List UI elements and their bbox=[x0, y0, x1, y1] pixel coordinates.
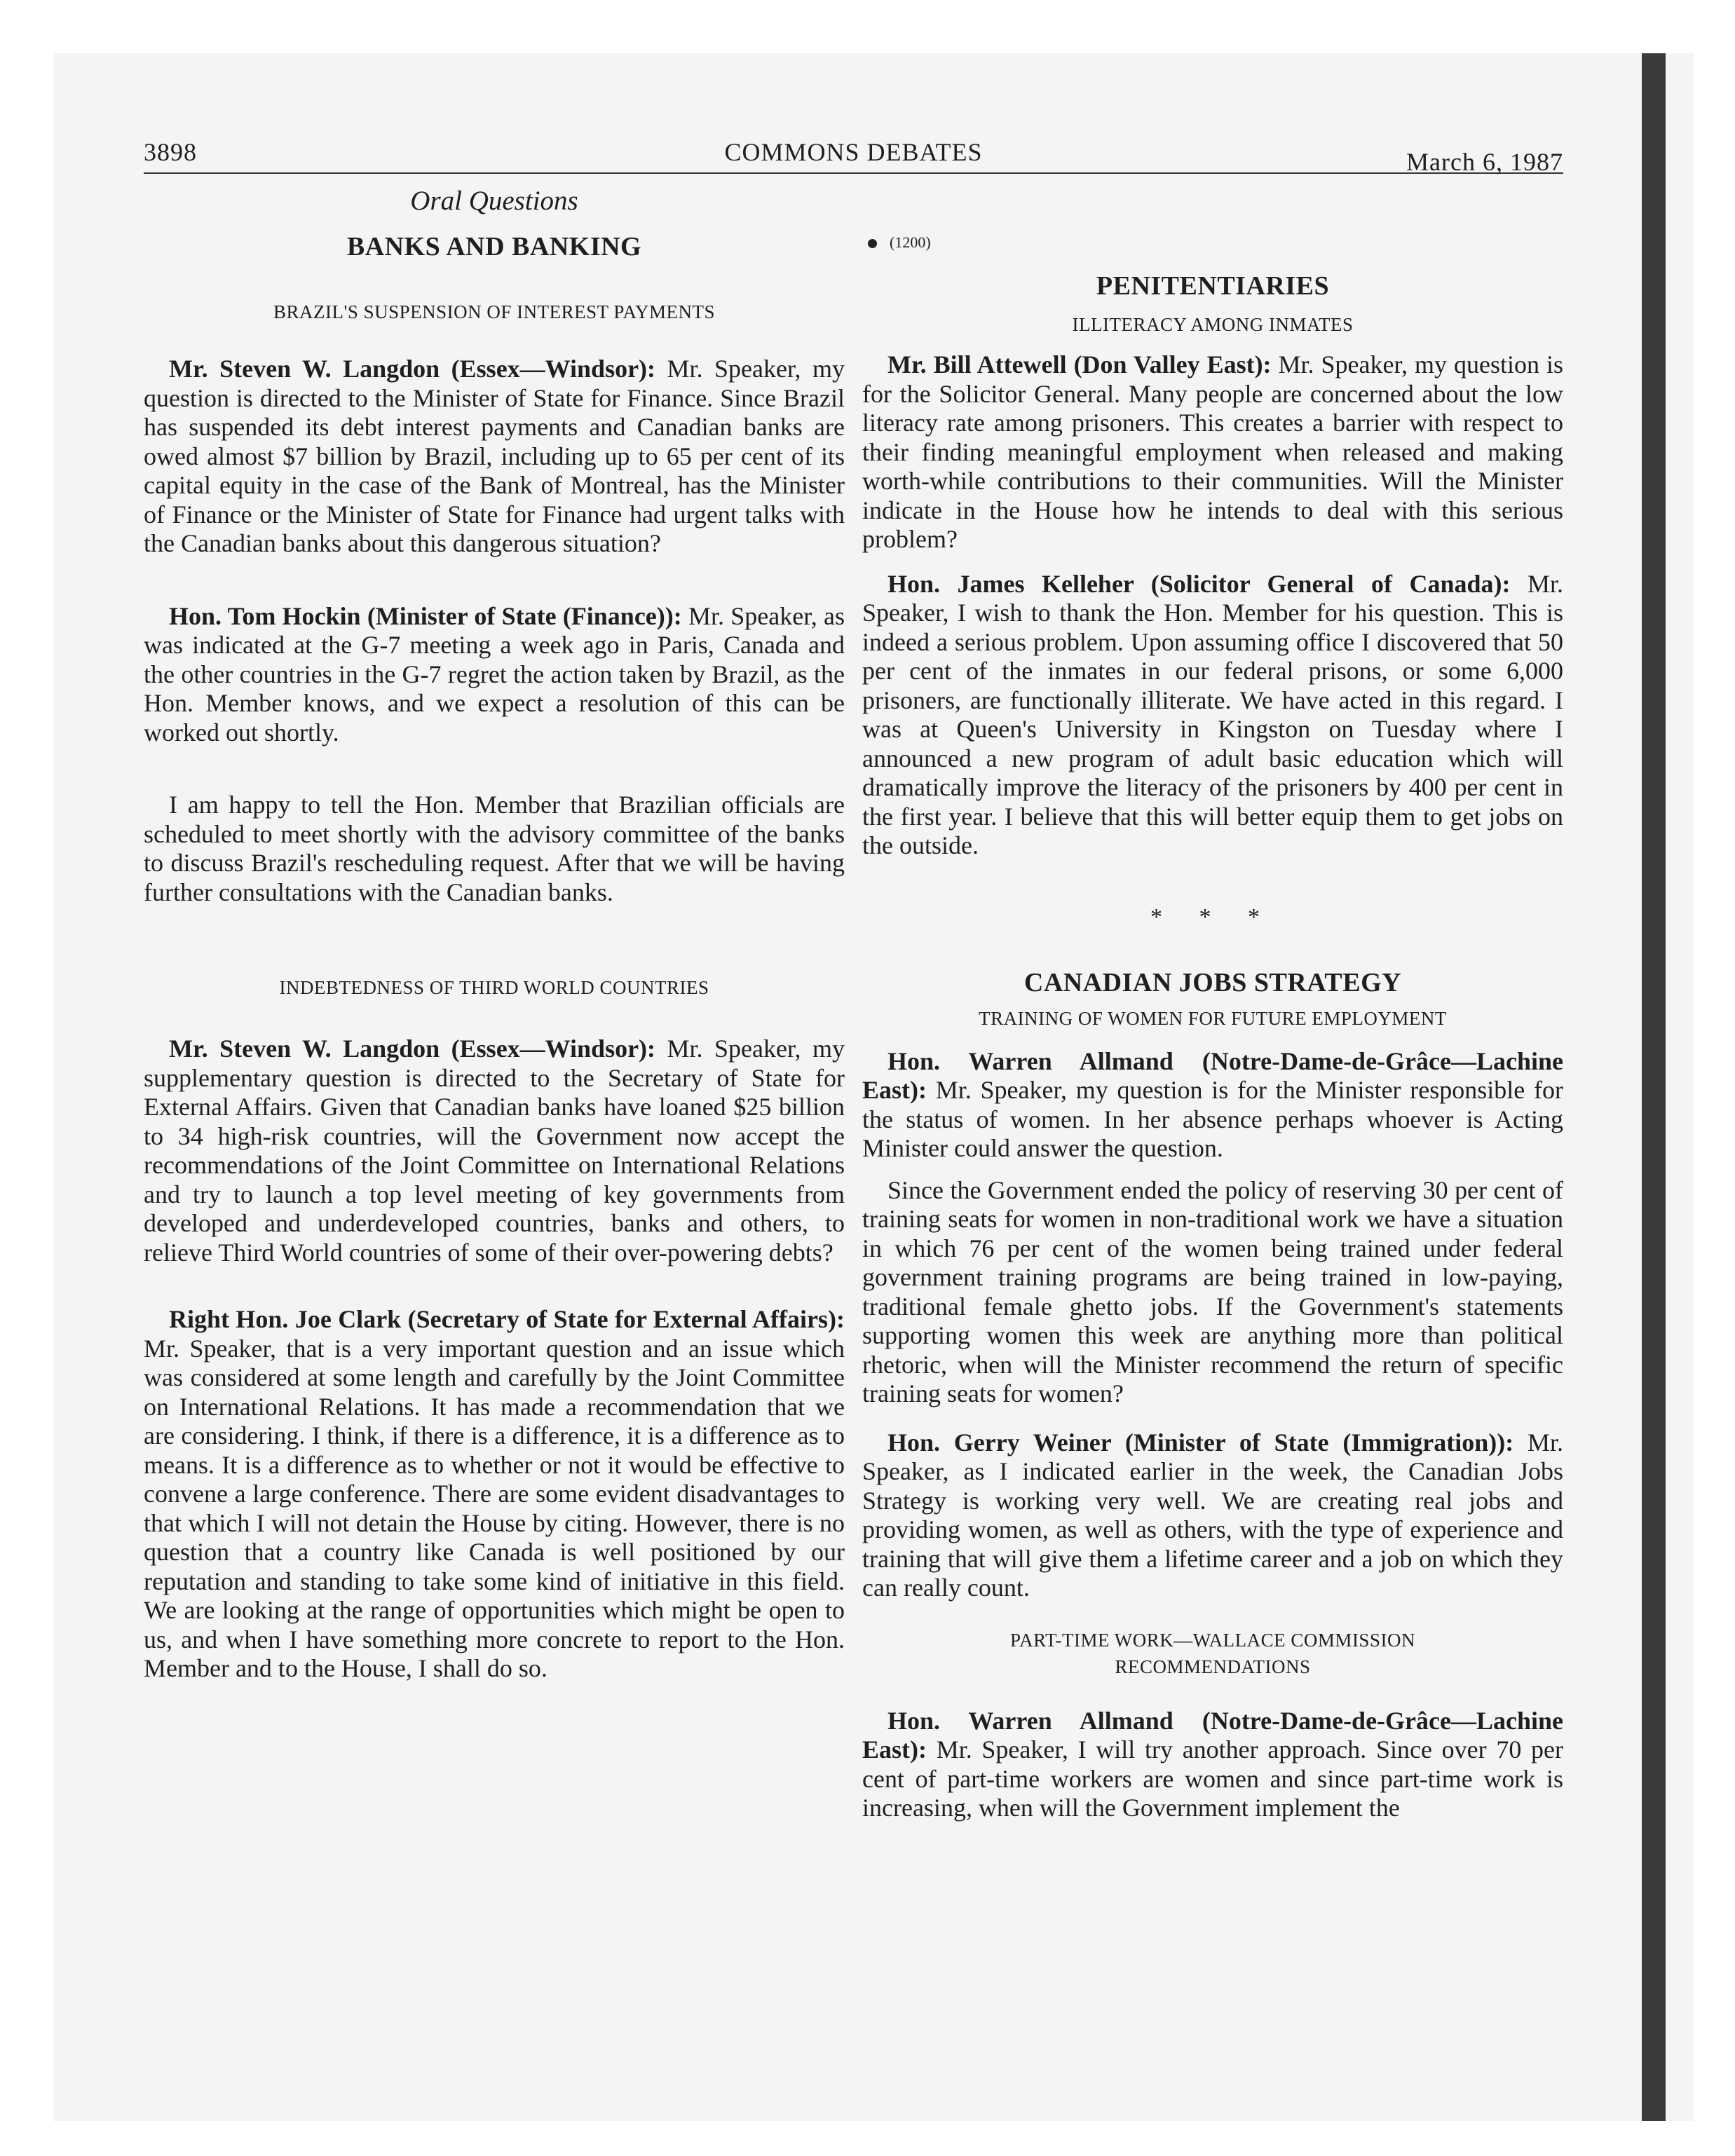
speaker-name: Hon. Warren Allmand (Notre-Dame-de-Grâce—Lachine East): bbox=[862, 1706, 1563, 1763]
heading-penitentiaries: PENITENTIARIES bbox=[1096, 271, 1330, 301]
paragraph-hockin-continued: I am happy to tell the Hon. Member that Brazilian officials are scheduled to meet shortly with the advisory committee of the banks to discuss Brazil's rescheduling request. After that we will be having further consultations with the Canadian banks. bbox=[144, 791, 845, 906]
right-column bbox=[862, 184, 1563, 1823]
speech-text: Mr. Speaker, my supplementary question is directed to the Secretary of State for External Affairs. Given that Canadian banks have loaned $25 billion to 34 high-risk countries, will the Government now accept the recommendations of the Joint Committee on International Relations and try to launch a top level meeting of key governments from developed and underdeveloped countries, banks and others, to relieve Third World countries of some of their over-powering debts? bbox=[144, 1035, 845, 1267]
speaker-name: Right Hon. Joe Clark (Secretary of State for External Affairs): bbox=[169, 1305, 845, 1333]
heading-banks-and-banking: BANKS AND BANKING bbox=[346, 232, 642, 261]
section-separator: * * * bbox=[1150, 903, 1275, 930]
speaker-name: Mr. Steven W. Langdon (Essex—Windsor): bbox=[169, 1035, 656, 1063]
speaker-name: Hon. Warren Allmand (Notre-Dame-de-Grâce—Lachine East): bbox=[862, 1046, 1563, 1104]
speech-text: Mr. Speaker, I will try another approach. Since over 70 per cent of part-time workers are women and since part-time work is increasing, when will the Government implement the bbox=[862, 1735, 1563, 1822]
speech-text: Mr. Speaker, my question is directed to the Minister of State for Finance. Since Brazil has suspended its debt interest payments and Canadian banks are owed almost $7 billion by Brazil, including up to 65 per cent of its capital equity in the case of the Bank of Montreal, has the Minister of Finance or the Minister of State for Finance had urgent talks with the Canadian banks about this dangerous situation? bbox=[144, 355, 845, 557]
speaker-name: Hon. Tom Hockin (Minister of State (Finance)): bbox=[169, 601, 682, 630]
paragraph-weiner bbox=[862, 1428, 1563, 1603]
speaker-name: Mr. Steven W. Langdon (Essex—Windsor): bbox=[169, 355, 656, 383]
publication-date: March 6, 1987 bbox=[1406, 148, 1563, 176]
speech-text: Mr. Speaker, I wish to thank the Hon. Member for his question. This is indeed a serious problem. Upon assuming office I discovered that 50 per cent of the inmates in our federal prisons, or some 6,000 prisoners, are functionally illiterate. We have acted in this regard. I was at Queen's University in Kingston on Tuesday where I announced a new program of adult basic education which will dramatically improve the literacy of the prisoners by 400 per cent in the first year. I believe that this will better equip them to get jobs on the outside. bbox=[862, 569, 1563, 859]
speaker-name: Mr. Bill Attewell (Don Valley East): bbox=[887, 350, 1272, 378]
section-label: Oral Questions bbox=[410, 186, 578, 216]
paragraph-allmand-continued: Since the Government ended the policy of reserving 30 per cent of training seats for women in non-traditional work we have a situation in which 76 per cent of the women being trained under federal government training programs are being trained in low-paying, traditional female ghetto jobs. If the Government's statements supporting women this week are anything more than political rhetoric, when will the Minister recommend the return of specific training seats for women? bbox=[862, 1175, 1563, 1407]
paragraph-allmand-2 bbox=[862, 1707, 1563, 1823]
paragraph-attewell bbox=[862, 350, 1563, 554]
subheading-training-women: TRAINING OF WOMEN FOR FUTURE EMPLOYMENT bbox=[979, 1007, 1447, 1029]
speaker-name: Hon. James Kelleher (Solicitor General of Canada): bbox=[887, 569, 1511, 598]
timestamp-marker: (1200) bbox=[868, 228, 1563, 257]
publication-title: COMMONS DEBATES bbox=[724, 138, 983, 166]
paragraph-clark bbox=[144, 1305, 845, 1684]
left-column bbox=[144, 184, 845, 1684]
paragraph-langdon-1 bbox=[144, 355, 845, 559]
heading-canadian-jobs-strategy: CANADIAN JOBS STRATEGY bbox=[1023, 967, 1402, 997]
speech-text: Mr. Speaker, as I indicated earlier in the week, the Canadian Jobs Strategy is working very well. We are creating real jobs and providing women, as well as others, with the type of experience and training that will give them a lifetime career and a job on which they can really count. bbox=[862, 1428, 1563, 1602]
subheading-part-time-work: PART-TIME WORK—WALLACE COMMISSION RECOMMENDATIONS bbox=[1010, 1629, 1415, 1677]
paragraph-kelleher bbox=[862, 570, 1563, 861]
bullet-icon bbox=[868, 239, 877, 248]
subheading-third-world: INDEBTEDNESS OF THIRD WORLD COUNTRIES bbox=[279, 977, 709, 998]
speech-text: Mr. Speaker, as was indicated at the G-7 meeting a week ago in Paris, Canada and the other countries in the G-7 regret the action taken by Brazil, as the Hon. Member knows, and we expect a resolution of this can be worked out shortly. bbox=[144, 601, 845, 746]
paragraph-allmand-1 bbox=[862, 1047, 1563, 1164]
subheading-illiteracy: ILLITERACY AMONG INMATES bbox=[1072, 314, 1354, 335]
page-number: 3898 bbox=[144, 138, 197, 166]
speech-text: Mr. Speaker, my question is for the Minister responsible for the status of women. In her absence perhaps whoever is Acting Minister could answer the question. bbox=[862, 1076, 1563, 1162]
paragraph-hockin bbox=[144, 602, 845, 748]
speaker-name: Hon. Gerry Weiner (Minister of State (Immigration)): bbox=[887, 1428, 1514, 1456]
scan-edge-shadow bbox=[1642, 53, 1666, 2121]
speech-text: Mr. Speaker, my question is for the Solicitor General. Many people are concerned about the low literacy rate among prisoners. This creates a barrier with respect to their finding meaningful employment when released and making worth-while contributions to their communities. Will the Minister indicate in the House how he intends to deal with this serious problem? bbox=[862, 350, 1563, 553]
page-header bbox=[144, 137, 1563, 174]
subheading-brazil: BRAZIL'S SUSPENSION OF INTEREST PAYMENTS bbox=[273, 301, 715, 322]
paragraph-langdon-2 bbox=[144, 1035, 845, 1267]
speech-text: Mr. Speaker, that is a very important question and an issue which was considered at some length and carefully by the Joint Committee on International Relations. It has made a recommendation that we are considering. I think, if there is a difference, it is a difference as to means. It is a difference as to whether or not it would be effective to convene a large conference. There are some evident disadvantages to that which I will not detain the House by citing. However, there is no question that a country like Canada is well positioned by our reputation and standing to take some kind of initiative in this field. We are looking at the range of opportunities which might be open to us, and when I have something more concrete to report to the Hon. Member and to the House, I shall do so. bbox=[144, 1334, 845, 1682]
